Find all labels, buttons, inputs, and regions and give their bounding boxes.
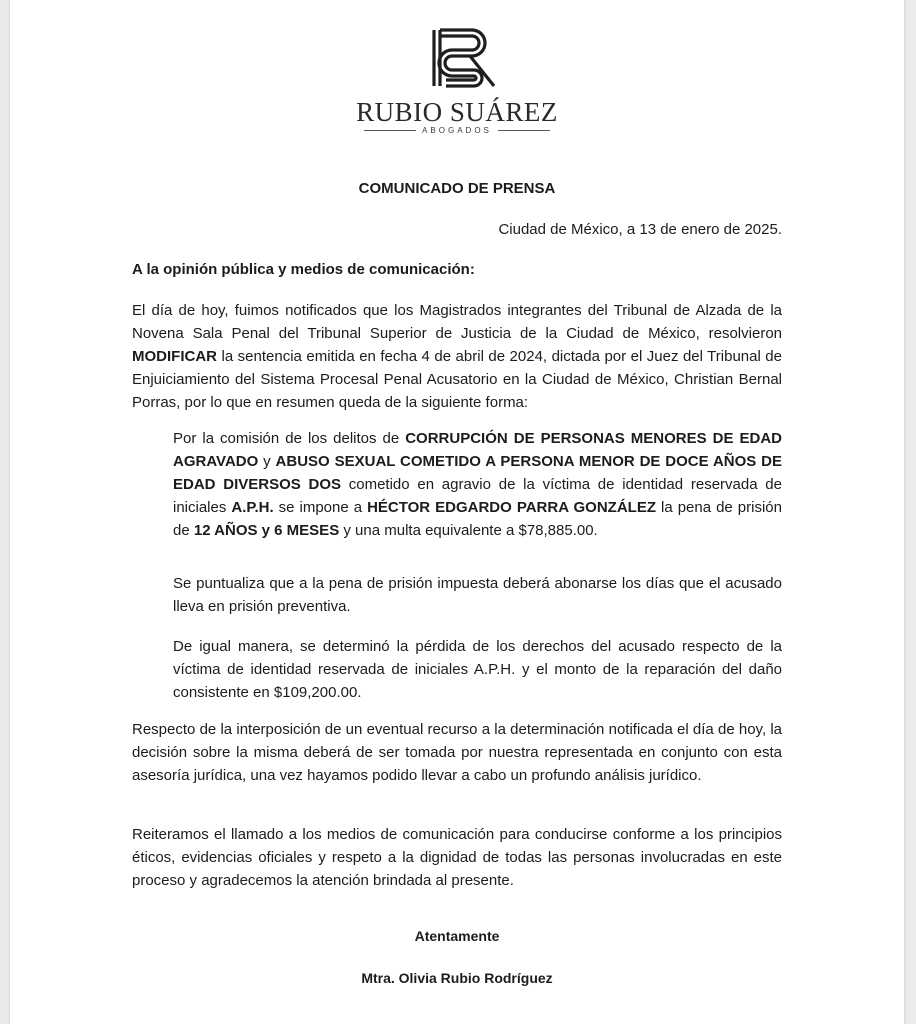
text-run: cometido en agravio de la víctima de identidad reservada de iniciales <box>173 476 782 516</box>
text-run: Por la comisión de los delitos de <box>173 430 406 447</box>
text-run: la pena de prisión de <box>173 499 782 539</box>
paragraph-appeal: Respecto de la interposición de un eventual recurso a la determinación notificada el día de hoy, la decisión sobre la misma deberá de ser tomada por nuestra representada en conjunto con esta asesoría jurídica, una vez hayamos podido llevar a cabo un profundo análisis jurídico. <box>132 721 782 784</box>
brand-subtitle <box>10 126 904 135</box>
rs-logo-icon <box>428 28 500 88</box>
emphasis-crime-2: ABUSO SEXUAL COMETIDO A PERSONA MENOR DE DOCE AÑOS DE EDAD DIVERSOS DOS <box>173 453 782 493</box>
paragraph-notification <box>132 299 782 414</box>
paragraph-preventive-detention: Se puntualiza que a la pena de prisión impuesta deberá abonarse los días que el acusado lleva en prisión preventiva. <box>173 575 782 615</box>
document-page <box>10 0 904 1024</box>
emphasis-penalty: 12 AÑOS y 6 MESES <box>193 522 340 539</box>
emphasis-crime-1: CORRUPCIÓN DE PERSONAS MENORES DE EDAD AGRAVADO <box>173 430 783 470</box>
divider <box>364 130 416 131</box>
paragraph-media-call: Reiteramos el llamado a los medios de comunicación para conducirse conforme a los principios éticos, evidencias oficiales y respeto a la dignidad de todas las personas involucradas en este proceso y agradecemos la atención brindada al presente. <box>132 826 782 889</box>
text-run: y una multa equivalente a $78,885.00. <box>339 522 598 539</box>
document-date: Ciudad de México, a 13 de enero de 2025. <box>498 221 782 238</box>
text-run: la sentencia emitida en fecha 4 de abril de 2024, dictada por el Juez del Tribunal de Enjuiciamiento del Sistema Procesal Penal Acusatorio en la Ciudad de México, Christian Bernal Porras, por lo que en resumen queda de la siguiente forma: <box>132 348 782 411</box>
salutation: A la opinión pública y medios de comunicación: <box>132 261 475 278</box>
emphasis-name: HÉCTOR EDGARDO PARRA GONZÁLEZ <box>367 499 656 516</box>
emphasis-initials: A.P.H. <box>231 499 274 516</box>
signature-name: Mtra. Olivia Rubio Rodríguez <box>361 970 553 986</box>
text-run: y <box>258 453 276 470</box>
emphasis-modificar: MODIFICAR <box>132 348 217 365</box>
brand-name: RUBIO SUÁREZ <box>356 97 558 127</box>
text-run: se impone a <box>273 499 368 516</box>
brand-sub-label: ABOGADOS <box>422 126 492 135</box>
document-title: COMUNICADO DE PRENSA <box>358 180 556 197</box>
paragraph-sentence <box>173 427 782 542</box>
closing: Atentamente <box>414 928 500 944</box>
text-run: El día de hoy, fuimos notificados que los Magistrados integrantes del Tribunal de Alzada de la Novena Sala Penal del Tribunal Superior de Justicia de la Ciudad de México, resolvieron <box>132 302 782 342</box>
paragraph-rights-loss: De igual manera, se determinó la pérdida de los derechos del acusado respecto de la víctima de identidad reservada de iniciales A.P.H. y el monto de la reparación del daño consistente en $109,200.00. <box>173 638 782 701</box>
divider <box>498 130 550 131</box>
